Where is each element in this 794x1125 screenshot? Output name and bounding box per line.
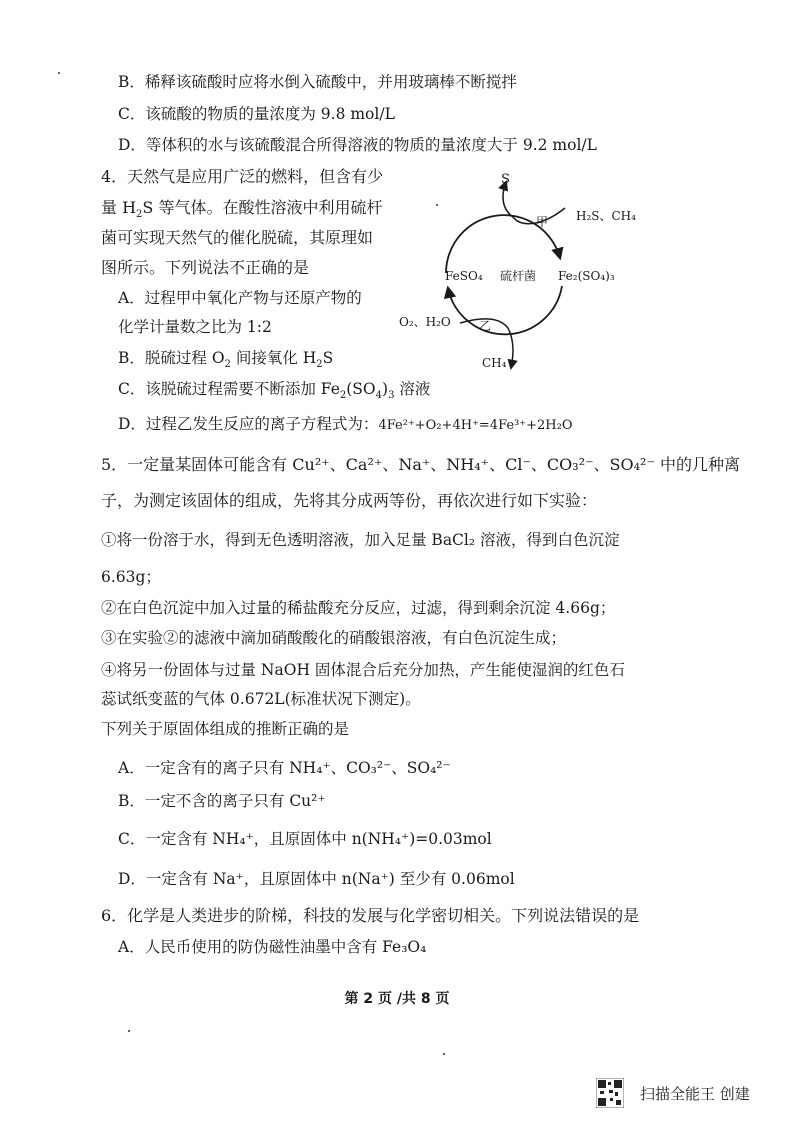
q4-option-c-sub2: 4 [375, 390, 382, 402]
q5-experiment-1-line2: 6.63g； [101, 568, 161, 586]
scan-speck [436, 204, 438, 206]
diagram-label-yi: 乙 [479, 319, 492, 333]
q4-option-b-a: B．脱硫过程 O [118, 349, 225, 367]
q5-experiment-1-line1: ①将一份溶于水，得到无色透明溶液，加入足量 BaCl₂ 溶液，得到白色沉淀 [101, 531, 620, 549]
scan-speck [58, 72, 60, 74]
q4-option-d-equation: 4Fe²⁺+O₂+4H⁺=4Fe³⁺+2H₂O [378, 418, 573, 433]
q5-experiment-3: ③在实验②的滤液中滴加硝酸酸化的硝酸银溶液，有白色沉淀生成； [101, 629, 567, 647]
q4-option-a-line2: 化学计量数之比为 1:2 [118, 318, 272, 336]
q4-option-b-c: S [322, 349, 334, 367]
q4-option-c [118, 378, 430, 400]
desulfurization-cycle-diagram [390, 168, 650, 380]
q4-stem-line2-a: 量 H [101, 198, 137, 217]
q5-option-a: A．一定含有的离子只有 NH₄⁺、CO₃²⁻、SO₄²⁻ [118, 759, 451, 777]
q4-option-c-d: 溶液 [394, 380, 431, 398]
q5-option-d: D．一定含有 Na⁺，且原固体中 n(Na⁺) 至少有 0.06mol [118, 870, 515, 888]
q5-option-b: B．一定不含的离子只有 Cu²⁺ [118, 792, 326, 810]
watermark-text: 扫描全能王 创建 [640, 1085, 750, 1103]
q4-option-a-line1: A．过程甲中氧化产物与还原产物的 [118, 289, 362, 307]
q4-stem-line2-b: S 等气体。在酸性溶液中利用硫杆 [142, 198, 383, 217]
jia-output-curve [503, 182, 514, 218]
q4-option-b [118, 347, 333, 369]
q4-option-c-sub3: 3 [388, 390, 395, 402]
diagram-label-feso4: FeSO₄ [445, 269, 483, 283]
q4-option-c-c: ) [382, 380, 389, 398]
q5-experiment-4-line2: 蕊试纸变蓝的气体 0.672L(标准状况下测定)。 [101, 690, 421, 708]
scan-speck [128, 1030, 130, 1032]
q4-stem-line2-sub: 2 [136, 209, 143, 221]
q5-experiment-2: ②在白色沉淀中加入过量的稀盐酸充分反应，过滤，得到剩余沉淀 4.66g； [101, 599, 616, 617]
q4-option-d-label: D．过程乙发生反应的离子方程式为： [118, 415, 379, 433]
diagram-label-h2s-ch4: H₂S、CH₄ [576, 209, 636, 223]
q5-stem-line2: 子，为测定该固体的组成，先将其分成两等份，再依次进行如下实验： [101, 491, 598, 510]
q4-option-c-sub: 2 [339, 390, 347, 402]
diagram-label-s: S [501, 172, 510, 187]
q4-stem-line2 [101, 197, 382, 219]
q4-option-b-b: 间接氧化 H [230, 349, 317, 367]
q3-option-b: B．稀释该硫酸时应将水倒入硫酸中，并用玻璃棒不断搅拌 [118, 73, 517, 91]
q5-ask: 下列关于原固体组成的推断正确的是 [101, 720, 350, 738]
diagram-label-fe2so43: Fe₂(SO₄)₃ [558, 269, 615, 283]
q5-experiment-4-line1: ④将另一份固体与过量 NaOH 固体混合后充分加热，产生能使湿润的红色石 [101, 661, 625, 679]
q4-stem-line3: 菌可实现天然气的催化脱硫，其原理如 [101, 228, 374, 247]
scanner-watermark [596, 1078, 786, 1108]
q6-option-a: A．人民币使用的防伪磁性油墨中含有 Fe₃O₄ [118, 938, 427, 956]
q5-option-c: C．一定含有 NH₄⁺，且原固体中 n(NH₄⁺)=0.03mol [118, 830, 492, 848]
q5-stem-line1: 5．一定量某固体可能含有 Cu²⁺、Ca²⁺、Na⁺、NH₄⁺、Cl⁻、CO₃²⁻、SO₄²⁻ 中的几种离 [101, 455, 740, 474]
page-number-footer: 第 2 页 /共 8 页 [344, 991, 450, 1007]
q4-option-c-a: C．该脱硫过程需要不断添加 Fe [118, 380, 340, 398]
diagram-label-bacteria: 硫杆菌 [500, 269, 537, 283]
q4-option-b-sub2: 2 [316, 359, 323, 371]
q3-option-c: C．该硫酸的物质的量浓度为 9.8 mol/L [118, 105, 395, 123]
diagram-label-jia: 甲 [536, 215, 549, 229]
q3-option-d: D．等体积的水与该硫酸混合所得溶液的物质的量浓度大于 9.2 mol/L [118, 136, 597, 154]
diagram-label-o2-h2o: O₂、H₂O [399, 315, 451, 329]
q6-stem: 6．化学是人类进步的阶梯，科技的发展与化学密切相关。下列说法错误的是 [101, 906, 640, 925]
q4-option-c-b: (SO [346, 380, 376, 398]
q4-option-d [118, 413, 573, 437]
qr-code-icon [596, 1078, 624, 1108]
q4-stem-line1: 4．天然气是应用广泛的燃料，但含有少 [101, 167, 384, 186]
q4-stem-line4: 图所示。下列说法不正确的是 [101, 258, 310, 277]
cycle-bottom-arc [448, 286, 562, 334]
diagram-label-ch4: CH₄ [482, 356, 507, 370]
scan-speck [443, 1053, 445, 1055]
q4-option-b-sub: 2 [224, 359, 231, 371]
